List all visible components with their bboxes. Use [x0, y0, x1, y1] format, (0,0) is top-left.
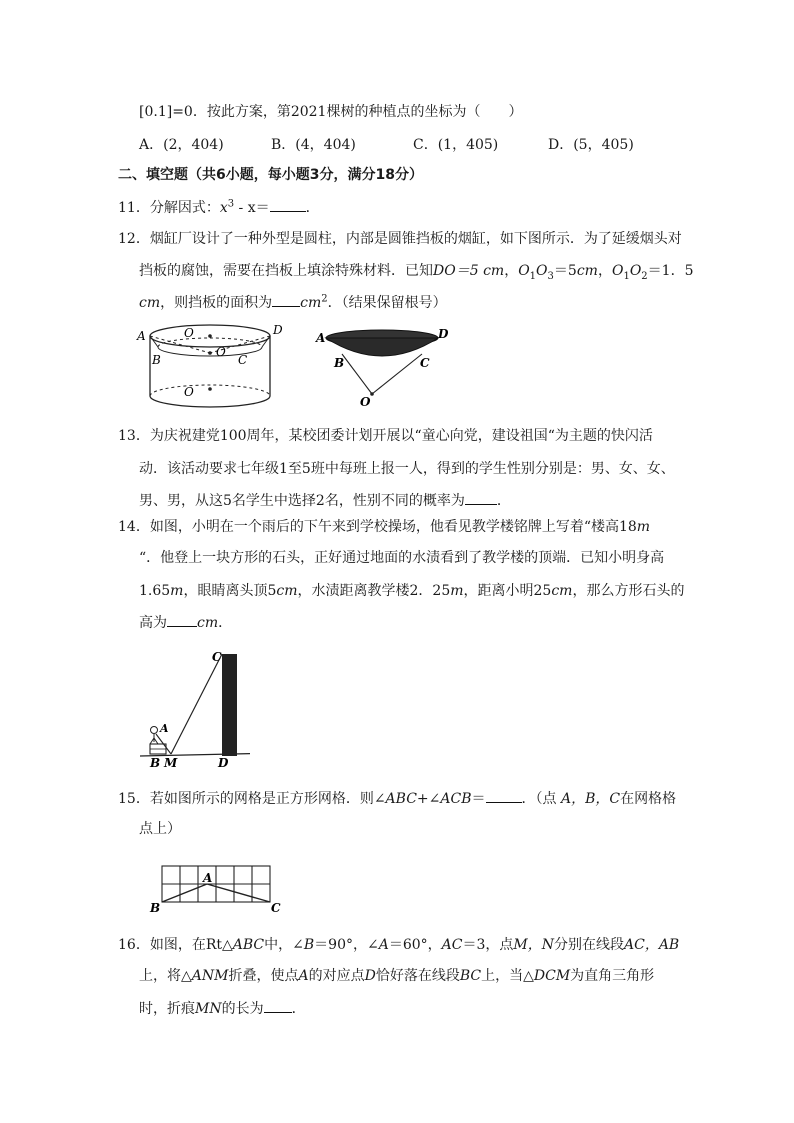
- label-a: A: [316, 331, 326, 345]
- label-c: C: [212, 650, 222, 664]
- question-12-line3: cm，则挡板的面积为 $cm^2$．（结果保留根号）: [139, 293, 447, 311]
- label-a: A: [137, 329, 146, 343]
- answer-blank: [270, 197, 306, 212]
- label-m: M: [164, 756, 178, 770]
- question-14-line3: 1.65m，眼睛离头顶5cm，水渍距离教学楼2．25m，距离小明25cm，那么方形石头的: [139, 583, 685, 599]
- q10-tail: [0.1]=0．按此方案，第2021棵树的种植点的坐标为（ ）: [139, 104, 523, 120]
- question-12-line1: 12．烟缸厂设计了一种外型是圆柱，内部是圆锥挡板的烟缸，如下图所示．为了延缓烟头对: [118, 231, 682, 247]
- answer-blank: [264, 998, 292, 1013]
- q10-option-d: D．(5，405): [548, 137, 634, 153]
- question-15-line1: 15．若如图所示的网格是正方形网格．则∠ABC+∠ACB＝ ．（点 A，B，C在网格格: [118, 788, 676, 809]
- answer-blank: [272, 292, 300, 307]
- label-c: C: [238, 353, 248, 367]
- label-c: C: [271, 901, 281, 914]
- label-a: A: [160, 722, 169, 735]
- question-12-line2: 挡板的腐蚀，需要在挡板上填涂特殊材料．已知DO＝5 cm，$O_1O_3=5cm$，$O_1O_2=1$．5: [139, 263, 694, 282]
- question-14-line4: 高为 cm．: [139, 612, 232, 633]
- answer-blank: [486, 788, 522, 803]
- label-b: B: [150, 901, 161, 914]
- label-b: B: [150, 756, 161, 770]
- question-11: 11．分解因式：$x^3 - x=$ ．: [118, 198, 320, 216]
- question-16-line1: 16．如图，在Rt△ABC中，∠B＝90°，∠A＝60°，AC＝3，点M，N分别在线段AC，AB: [118, 937, 680, 953]
- label-d: D: [438, 327, 449, 341]
- cone-baffle-figure: [314, 322, 452, 408]
- label-o3: O: [184, 385, 194, 399]
- q10-option-b: B．(4，404): [271, 137, 356, 153]
- cylinder-figure: [134, 322, 284, 408]
- question-16-line2: 上，将△ANM折叠，使点A的对应点D恰好落在线段BC上，当△DCM为直角三角形: [139, 968, 655, 984]
- label-o2: O: [216, 345, 226, 359]
- label-o1: O: [184, 326, 194, 340]
- grid-figure: [148, 862, 284, 914]
- q10-option-a: A．(2，404): [139, 137, 224, 153]
- question-16-line3: 时，折痕MN的长为 ．: [139, 998, 306, 1019]
- question-13-line2: 动．该活动要求七年级1至5班中每班上报一人，得到的学生性别分别是：男、女、女、: [139, 461, 675, 477]
- label-o3: O: [360, 395, 371, 408]
- label-a: A: [203, 871, 213, 885]
- question-13-line3: 男、男，从这5名学生中选择2名，性别不同的概率为 ．: [139, 490, 511, 511]
- label-c: C: [420, 356, 430, 370]
- q10-option-c: C．(1，405): [413, 137, 499, 153]
- label-b: B: [152, 353, 161, 367]
- answer-blank: [167, 612, 197, 627]
- section-title: 二、填空题（共6小题，每小题3分，满分18分）: [118, 167, 423, 183]
- answer-blank: [465, 490, 497, 505]
- label-d: D: [273, 323, 283, 337]
- question-14-line2: “．他登上一块方形的石头，正好通过地面的水渍看到了教学楼的顶端．已知小明身高: [139, 550, 665, 566]
- label-d: D: [218, 756, 229, 770]
- label-b: B: [334, 356, 345, 370]
- question-15-line2: 点上）: [139, 821, 181, 837]
- question-14-line1: 14．如图，小明在一个雨后的下午来到学校操场，他看见教学楼铭牌上写着“楼高18m: [118, 519, 651, 535]
- building-figure: [138, 646, 250, 770]
- question-13-line1: 13．为庆祝建党100周年，某校团委计划开展以“童心向党，建设祖国“为主题的快闪活: [118, 428, 653, 444]
